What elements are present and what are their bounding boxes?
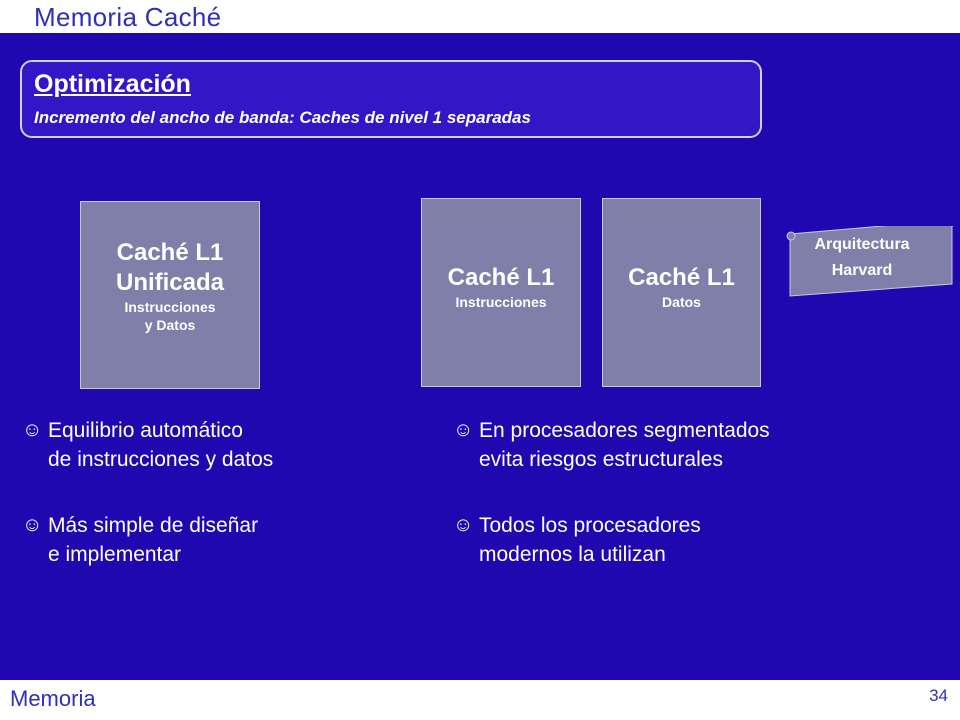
unified-cache-subtitle: Unificada [115,269,225,296]
data-cache-subtitle: Datos [662,294,701,310]
data-cache-title: Caché L1 [628,264,735,291]
smiley-icon: ☺ [453,514,474,536]
optimization-heading: Optimización [34,70,191,98]
header-bar [0,0,960,33]
right-bullet-2-line-1: Todos los procesadores [479,514,701,537]
right-bullet-1-line-1: En procesadores segmentados [479,419,770,442]
smiley-icon: ☺ [22,514,43,536]
right-bullet-1-line-2: evita riesgos estructurales [479,448,723,471]
unified-cache-detail-1: Instrucciones [124,299,216,315]
left-bullet-1-line-1: Equilibrio automático [48,419,243,442]
optimization-box [20,60,762,138]
unified-cache-box [80,201,260,389]
optimization-subtitle: Incremento del ancho de banda: Caches de nivel 1 separadas [34,108,531,127]
footer-bar [0,680,960,720]
unified-cache-detail-2: y Datos [144,317,196,333]
harvard-scroll [782,226,958,292]
instruction-cache-subtitle: Instrucciones [455,294,547,310]
smiley-icon: ☺ [453,419,474,441]
instruction-cache-title: Caché L1 [447,264,555,291]
left-bullet-2-line-2: e implementar [48,543,182,566]
right-bullet-2-line-2: modernos la utilizan [479,543,666,566]
smiley-icon: ☺ [22,419,43,441]
footer-label: Memoria [10,686,96,711]
harvard-line-1: Arquitectura [814,236,910,253]
slide-title: Memoria Caché [34,2,222,32]
data-cache-box [602,198,761,387]
instruction-cache-box [421,198,581,387]
page-number: 34 [929,686,948,705]
unified-cache-title: Caché L1 [116,239,224,266]
left-bullet-2-line-1: Más simple de diseñar [48,514,259,537]
left-bullet-1-line-2: de instrucciones y datos [48,448,274,471]
harvard-line-2: Harvard [831,262,893,279]
